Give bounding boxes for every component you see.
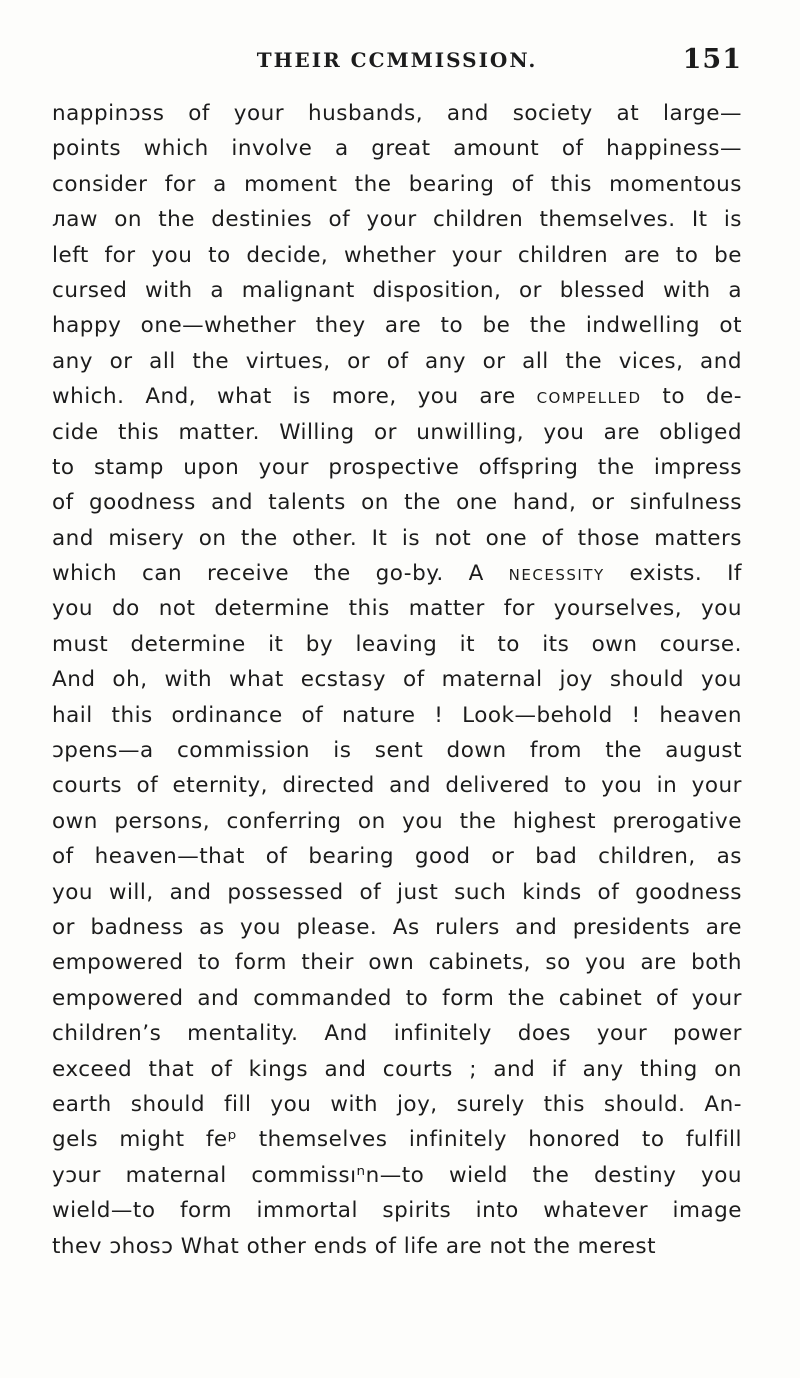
line-text: and misery on the other. It is not one of those matters — [52, 525, 742, 551]
text-line — [52, 1052, 742, 1087]
text-line — [52, 238, 742, 273]
line-text: must determine it by leaving it to its own course. — [52, 631, 742, 657]
text-line — [52, 202, 742, 237]
line-text: or badness as you please. As rulers and presidents are — [52, 914, 742, 940]
line-text: which. And, what is more, you are — [52, 384, 537, 410]
text-line — [52, 591, 742, 626]
text-line — [52, 875, 742, 910]
line-text: ᴫaw on the destinies of your children themselves. It is — [52, 207, 742, 233]
line-text: to stamp upon your prospective offspring the impress — [52, 454, 742, 480]
line-text: And oh, with what ecstasy of maternal joy should you — [52, 667, 742, 693]
text-line — [52, 1158, 742, 1193]
text-line — [52, 981, 742, 1016]
line-text-continued: exists. If — [604, 561, 742, 587]
text-line — [52, 1087, 742, 1122]
text-line — [52, 910, 742, 945]
line-text: cide this matter. Willing or unwilling, you are obliged — [52, 419, 742, 445]
line-text: thev ɔhosɔ What other ends of life are not the merest — [52, 1233, 657, 1259]
line-text: exceed that of kings and courts ; and if any thing on — [52, 1056, 742, 1082]
line-text: left for you to decide, whether your children are to be — [52, 242, 742, 268]
line-text: empowered to form their own cabinets, so you are both — [52, 950, 742, 976]
text-line — [52, 415, 742, 450]
line-text: ɔpens—a commission is sent down from the august — [52, 738, 742, 764]
page-number: 151 — [682, 44, 742, 75]
text-line — [52, 344, 742, 379]
running-head — [52, 44, 742, 78]
text-line — [52, 768, 742, 803]
text-line — [52, 450, 742, 485]
line-text: hail this ordinance of nature ! Look—behold ! heaven — [52, 702, 742, 728]
line-text: any or all the virtues, or of any or all the vices, and — [52, 348, 742, 374]
text-line — [52, 1016, 742, 1051]
text-line — [52, 839, 742, 874]
line-text: consider for a moment the bearing of this momentous — [52, 171, 742, 197]
text-line — [52, 1122, 742, 1157]
line-text: happy one—whether they are to be the indwelling ot — [52, 313, 742, 339]
line-text: children’s mentality. And infinitely does your power — [52, 1021, 742, 1047]
line-text: which can receive the go-by. A — [52, 561, 509, 587]
line-text: you will, and possessed of just such kinds of goodness — [52, 879, 742, 905]
small-caps-emphasis: necessity — [508, 561, 605, 587]
text-line — [52, 627, 742, 662]
text-line — [52, 96, 742, 131]
text-line — [52, 273, 742, 308]
body-text — [52, 96, 742, 1264]
line-text: nappinɔss of your husbands, and society at large— — [52, 101, 742, 126]
running-title: THEIR CCMMISSION. — [256, 48, 538, 72]
line-text: gels might feᵖ themselves infinitely honored to fulfill — [52, 1127, 742, 1153]
line-text: empowered and commanded to form the cabinet of your — [52, 985, 742, 1011]
line-text: yɔur maternal commissıⁿn—to wield the destiny you — [52, 1162, 742, 1188]
text-line — [52, 662, 742, 697]
line-text: points which involve a great amount of happiness— — [52, 136, 742, 162]
text-line — [52, 379, 742, 414]
line-text-continued: to de- — [641, 384, 742, 410]
text-line — [52, 308, 742, 343]
small-caps-emphasis: compelled — [536, 384, 642, 410]
line-text: of heaven—that of bearing good or bad children, as — [52, 844, 742, 870]
text-line — [52, 945, 742, 980]
text-line — [52, 167, 742, 202]
text-line — [52, 698, 742, 733]
line-text: you do not determine this matter for yourselves, you — [52, 596, 742, 622]
text-line — [52, 733, 742, 768]
line-text: wield—to form immortal spirits into whatever image — [52, 1198, 742, 1224]
text-line — [52, 521, 742, 556]
line-text: of goodness and talents on the one hand, or sinfulness — [52, 490, 742, 516]
text-line — [52, 1193, 742, 1228]
text-line — [52, 485, 742, 520]
text-line — [52, 804, 742, 839]
line-text: earth should fill you with joy, surely this should. An- — [52, 1091, 742, 1117]
line-text: courts of eternity, directed and delivered to you in your — [52, 773, 742, 799]
line-text: own persons, conferring on you the highest prerogative — [52, 808, 742, 834]
line-text: cursed with a malignant disposition, or blessed with a — [52, 277, 742, 303]
text-line — [52, 131, 742, 166]
text-line — [52, 556, 742, 591]
text-line — [52, 1229, 742, 1264]
